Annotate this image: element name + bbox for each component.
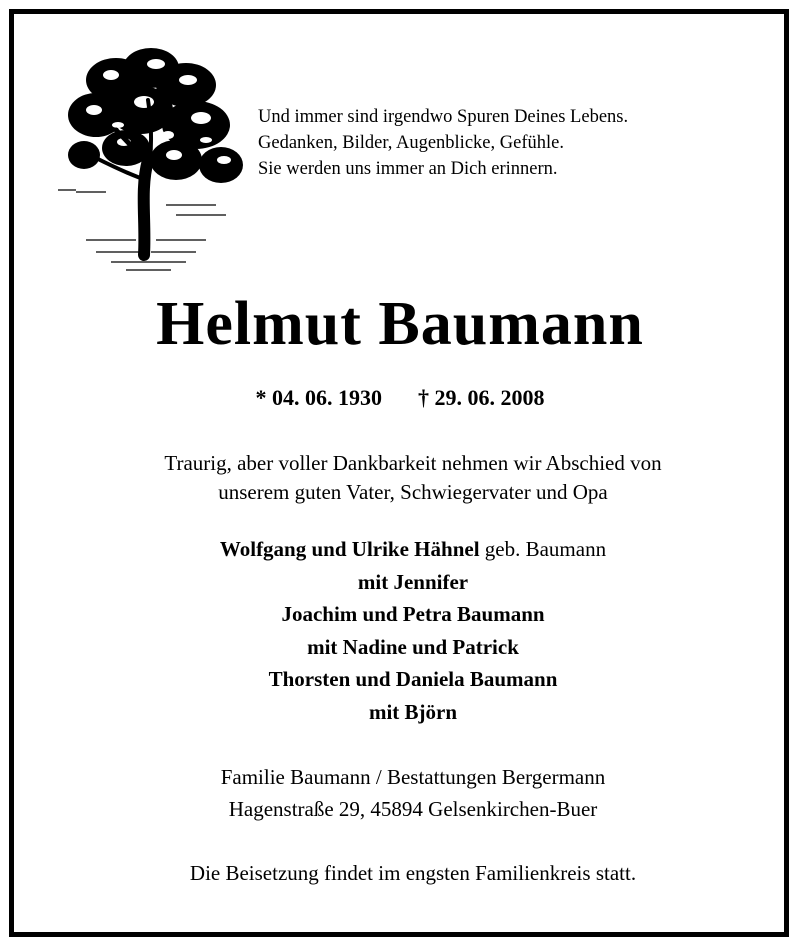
tree-illustration-icon [56, 40, 246, 275]
funeral-note: Die Beisetzung findet im engsten Familienkreis statt. [189, 861, 637, 885]
quote-line: Gedanken, Bilder, Augenblicke, Gefühle. [258, 133, 564, 153]
mourner-entry: Thorsten und Daniela Baumann [268, 667, 558, 691]
maiden-name-note: geb. Baumann [484, 537, 607, 561]
mourner-entry [0, 533, 800, 566]
mourner-entry: Joachim und Petra Baumann [281, 602, 545, 626]
farewell-line: Traurig, aber voller Dankbarkeit nehmen wir Abschied von [164, 451, 662, 475]
mourner-names: Wolfgang und Ulrike Hähnel [219, 537, 480, 561]
farewell-text [0, 449, 800, 507]
memorial-quote [258, 104, 778, 182]
deceased-name: Helmut Baumann [156, 290, 644, 358]
mourner-entry: mit Björn [368, 699, 458, 724]
contact-line: Familie Baumann / Bestattungen Bergermann [220, 765, 606, 789]
mourner-entry: mit Jennifer [357, 569, 469, 594]
life-dates [0, 383, 800, 413]
death-date: † 29. 06. 2008 [418, 385, 545, 410]
mourner-entry: mit Nadine und Patrick [307, 634, 519, 659]
contact-line: Hagenstraße 29, 45894 Gelsenkirchen-Buer [228, 797, 598, 821]
contact-address [0, 761, 800, 825]
mourners-list [0, 533, 800, 728]
quote-line: Sie werden uns immer an Dich erinnern. [258, 159, 558, 179]
quote-line: Und immer sind irgendwo Spuren Deines Lebens. [258, 107, 629, 127]
birth-date: * 04. 06. 1930 [255, 385, 382, 410]
farewell-line: unserem guten Vater, Schwiegervater und Opa [218, 480, 608, 504]
